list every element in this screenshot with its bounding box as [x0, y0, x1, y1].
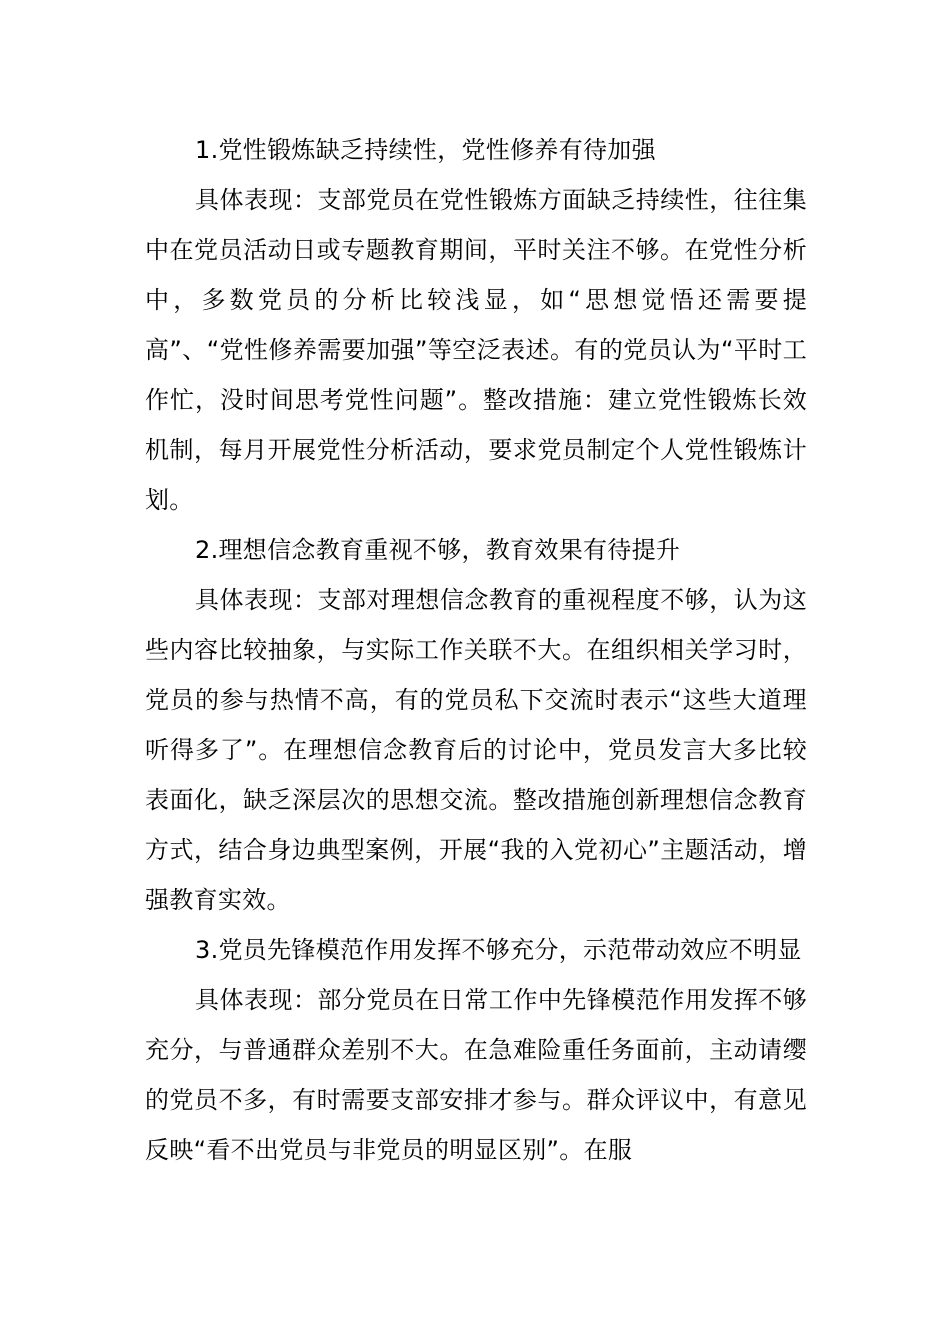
section-body-1: 具体表现：支部党员在党性锻炼方面缺乏持续性，往往集中在党员活动日或专题教育期间，平时关注不够。在党性分析中，多数党员的分析比较浅显，如“思想觉悟还需要提高”、“党性修养需要加强”等空泛表述。有的党员认为“平时工作忙，没时间思考党性问题”。整改措施：建立党性锻炼长效机制，每月开展党性分析活动，要求党员制定个人党性锻炼计划。 [145, 186, 807, 514]
section-body-2: 具体表现：支部对理想信念教育的重视程度不够，认为这些内容比较抽象，与实际工作关联不大。在组织相关学习时，党员的参与热情不高，有的党员私下交流时表示“这些大道理听得多了”。在理想信念教育后的讨论中，党员发言大多比较表面化，缺乏深层次的思想交流。整改措施创新理想信念教育方式，结合身边典型案例，开展“我的入党初心”主题活动，增强教育实效。 [145, 586, 807, 914]
document-page [145, 125, 807, 1175]
section-heading-3: 3.党员先锋模范作用发挥不够充分，示范带动效应不明显 [195, 936, 802, 964]
section-body-3: 具体表现：部分党员在日常工作中先锋模范作用发挥不够充分，与普通群众差别不大。在急难险重任务面前，主动请缨的党员不多，有时需要支部安排才参与。群众评议中，有意见反映“看不出党员与非党员的明显区别”。在服 [145, 986, 807, 1164]
section-heading-1: 1.党性锻炼缺乏持续性，党性修养有待加强 [195, 136, 656, 164]
section-heading-2: 2.理想信念教育重视不够，教育效果有待提升 [195, 536, 681, 564]
